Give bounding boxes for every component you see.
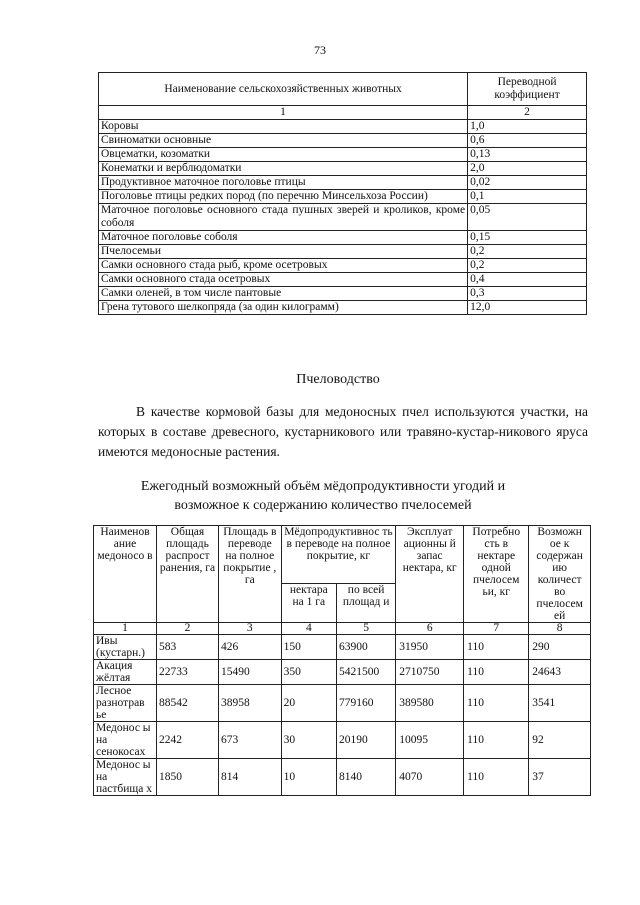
table-row	[94, 635, 591, 660]
column-number: 1	[99, 106, 468, 120]
column-number-row	[94, 623, 591, 635]
table-row	[99, 287, 587, 301]
table-row	[99, 134, 587, 148]
column-header-productivity: Мёдопродуктивнос ть в переводе на полное покрытие, кг	[281, 526, 396, 584]
table-row	[94, 722, 591, 759]
value-cell: 22733	[157, 660, 219, 685]
value-cell: 8140	[337, 759, 396, 796]
value-cell: 110	[464, 660, 529, 685]
value-cell: 10	[281, 759, 336, 796]
value-cell: 110	[464, 685, 529, 722]
value-cell: 92	[529, 722, 591, 759]
column-header-plant-name: Наименов ание медоносо в	[94, 526, 157, 623]
value-cell: 10095	[396, 722, 464, 759]
animal-name-cell: Коровы	[99, 120, 468, 134]
animal-name-cell: Маточное поголовье основного стада пушных зверей и кроликов, кроме соболя	[99, 204, 468, 231]
value-cell: 63900	[337, 635, 396, 660]
value-cell: 779160	[337, 685, 396, 722]
coefficient-cell: 0,3	[468, 287, 587, 301]
table-row	[99, 162, 587, 176]
value-cell: 1850	[157, 759, 219, 796]
coefficient-cell: 2,0	[468, 162, 587, 176]
value-cell: 37	[529, 759, 591, 796]
animal-name-cell: Поголовье птицы редких пород (по перечню Минсельхоза России)	[99, 190, 468, 204]
value-cell: 38958	[219, 685, 282, 722]
coefficient-cell: 0,2	[468, 259, 587, 273]
honey-table-title	[0, 477, 640, 515]
animal-name-cell: Самки оленей, в том числе пантовые	[99, 287, 468, 301]
table-row	[94, 685, 591, 722]
value-cell: 389580	[396, 685, 464, 722]
plant-name-cell: Лесное разнотрав ье	[94, 685, 157, 722]
value-cell: 20	[281, 685, 336, 722]
column-header-coefficient: Переводной коэффициент	[468, 73, 587, 106]
table-row	[99, 176, 587, 190]
column-number: 2	[157, 623, 219, 635]
table-title-line: возможное к содержанию количество пчелосемей	[174, 498, 472, 513]
column-header-total-area: Общая площадь распрост ранения, га	[157, 526, 219, 623]
value-cell: 814	[219, 759, 282, 796]
column-number: 8	[529, 623, 591, 635]
animal-name-cell: Продуктивное маточное поголовье птицы	[99, 176, 468, 190]
animal-name-cell: Самки основного стада осетровых	[99, 273, 468, 287]
value-cell: 350	[281, 660, 336, 685]
value-cell: 426	[219, 635, 282, 660]
plant-name-cell: Медонос ы на пастбища х	[94, 759, 157, 796]
livestock-coefficient-table	[98, 72, 587, 315]
coefficient-cell: 0,15	[468, 231, 587, 245]
honey-productivity-table	[93, 525, 591, 796]
coefficient-cell: 0,05	[468, 204, 587, 231]
value-cell: 673	[219, 722, 282, 759]
section-title: Пчеловодство	[296, 372, 380, 387]
value-cell: 583	[157, 635, 219, 660]
table-row	[99, 148, 587, 162]
page-number: 73	[314, 43, 326, 57]
table-row	[99, 301, 587, 315]
body-paragraph: В качестве кормовой базы для медоносных пчел используются участки, на которых в составе древесного, кустарникового или травяно-кустар-никового яруса имеются медоносные растения.	[98, 404, 588, 459]
table-row	[99, 259, 587, 273]
animal-name-cell: Овцематки, козоматки	[99, 148, 468, 162]
animal-name-cell: Грена тутового шелкопряда (за один килограмм)	[99, 301, 468, 315]
value-cell: 5421500	[337, 660, 396, 685]
column-header-nectar-reserve: Эксплуат ационны й запас нектара, кг	[396, 526, 464, 623]
column-number: 3	[219, 623, 282, 635]
value-cell: 2242	[157, 722, 219, 759]
animal-name-cell: Самки основного стада рыб, кроме осетровых	[99, 259, 468, 273]
value-cell: 3541	[529, 685, 591, 722]
column-number: 4	[281, 623, 336, 635]
column-header-possible-colonies: Возможн ое к содержан ию количест во пчелосем ей	[529, 526, 591, 623]
table-row	[99, 231, 587, 245]
table-header-row	[99, 73, 587, 106]
value-cell: 24643	[529, 660, 591, 685]
column-number: 1	[94, 623, 157, 635]
table-header-row	[94, 526, 591, 584]
table-row	[94, 660, 591, 685]
animal-name-cell: Конематки и верблюдоматки	[99, 162, 468, 176]
coefficient-cell: 0,02	[468, 176, 587, 190]
column-number: 7	[464, 623, 529, 635]
coefficient-cell: 0,13	[468, 148, 587, 162]
value-cell: 30	[281, 722, 336, 759]
coefficient-cell: 0,4	[468, 273, 587, 287]
value-cell: 88542	[157, 685, 219, 722]
animal-name-cell: Свиноматки основные	[99, 134, 468, 148]
table-row	[99, 204, 587, 231]
column-header-colony-need: Потребно сть в нектаре одной пчелосем ьи, кг	[464, 526, 529, 623]
value-cell: 150	[281, 635, 336, 660]
column-number: 2	[468, 106, 587, 120]
table-title-line: Ежегодный возможный объём мёдопродуктивности угодий и	[140, 479, 506, 494]
table-row	[99, 190, 587, 204]
value-cell: 290	[529, 635, 591, 660]
plant-name-cell: Акация жёлтая	[94, 660, 157, 685]
value-cell: 110	[464, 635, 529, 660]
column-number-row	[99, 106, 587, 120]
coefficient-cell: 0,1	[468, 190, 587, 204]
plant-name-cell: Медонос ы на сенокосах	[94, 722, 157, 759]
table-row	[94, 759, 591, 796]
value-cell: 110	[464, 722, 529, 759]
column-header-whole-area: по всей площад и	[337, 583, 396, 622]
coefficient-cell: 1,0	[468, 120, 587, 134]
plant-name-cell: Ивы (кустарн.)	[94, 635, 157, 660]
column-number: 6	[396, 623, 464, 635]
column-header-per-hectare: нектара на 1 га	[281, 583, 336, 622]
table-row	[99, 273, 587, 287]
coefficient-cell: 0,6	[468, 134, 587, 148]
coefficient-cell: 0,2	[468, 245, 587, 259]
value-cell: 2710750	[396, 660, 464, 685]
animal-name-cell: Маточное поголовье соболя	[99, 231, 468, 245]
column-header-full-cover-area: Площадь в переводе на полное покрытие , га	[219, 526, 282, 623]
value-cell: 20190	[337, 722, 396, 759]
coefficient-cell: 12,0	[468, 301, 587, 315]
table-row	[99, 120, 587, 134]
value-cell: 15490	[219, 660, 282, 685]
value-cell: 31950	[396, 635, 464, 660]
value-cell: 4070	[396, 759, 464, 796]
value-cell: 110	[464, 759, 529, 796]
column-header-name: Наименование сельскохозяйственных животных	[99, 73, 468, 106]
column-number: 5	[337, 623, 396, 635]
animal-name-cell: Пчелосемьи	[99, 245, 468, 259]
table-row	[99, 245, 587, 259]
